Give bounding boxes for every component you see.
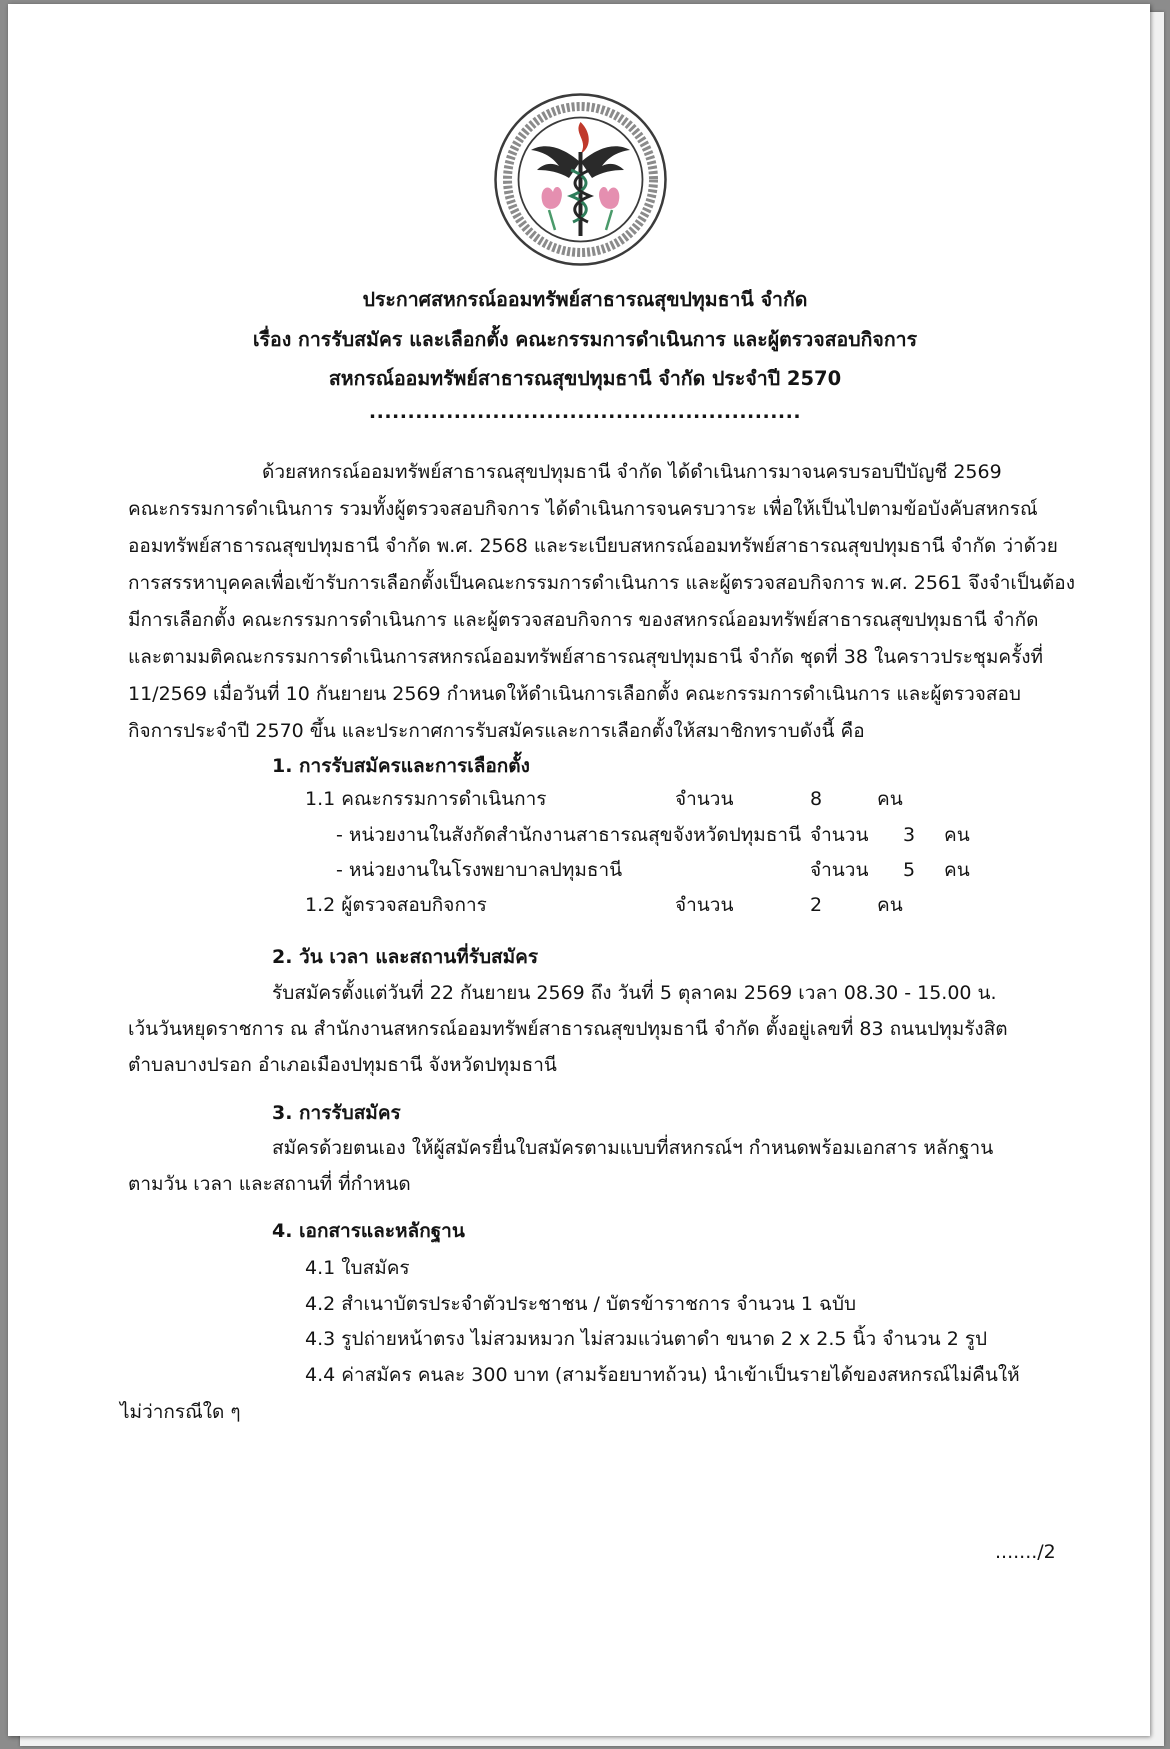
document-item: 4.2 สำเนาบัตรประจำตัวประชาชน / บัตรข้าราชการ จำนวน 1 ฉบับ: [305, 1293, 857, 1315]
intro-line: กิจการประจำปี 2570 ขึ้น และประกาศการรับสมัครและการเลือกตั้งให้สมาชิกทราบดังนี้ คือ: [128, 720, 865, 742]
intro-line: การสรรหาบุคคลเพื่อเข้ารับการเลือกตั้งเป็นคณะกรรมการดำเนินการ และผู้ตรวจสอบกิจการ พ.ศ. 2561 จึงจำเป็นต้อง: [128, 572, 1075, 594]
intro-line: ออมทรัพย์สาธารณสุขปทุมธานี จำกัด พ.ศ. 2568 และระเบียบสหกรณ์ออมทรัพย์สาธารณสุขปทุมธานี จำกัด ว่าด้วย: [128, 535, 1058, 557]
row-count: 2: [810, 894, 823, 916]
row-label: - หน่วยงานในสังกัดสำนักงานสาธารณสุขจังหวัดปทุมธานี: [336, 824, 802, 846]
row-suffix: คน: [877, 788, 903, 810]
section-heading: 2. วัน เวลา และสถานที่รับสมัคร: [272, 946, 539, 968]
section-line: เว้นวันหยุดราชการ ณ สำนักงานสหกรณ์ออมทรัพย์สาธารณสุขปทุมธานี จำกัด ตั้งอยู่เลขที่ 83 ถนนปทุมรังสิต: [128, 1018, 1008, 1040]
section-line: ตามวัน เวลา และสถานที่ ที่กำหนด: [128, 1173, 411, 1195]
row-unit: จำนวน: [810, 859, 869, 881]
document-item-continued: ไม่ว่ากรณีใด ๆ: [120, 1401, 241, 1423]
document-title: ประกาศสหกรณ์ออมทรัพย์สาธารณสุขปทุมธานี จำกัด: [362, 288, 808, 311]
title-separator: ........................................................: [368, 401, 802, 423]
row-unit: จำนวน: [675, 788, 734, 810]
section-line: รับสมัครตั้งแต่วันที่ 22 กันยายน 2569 ถึง วันที่ 5 ตุลาคม 2569 เวลา 08.30 - 15.00 น.: [272, 982, 997, 1004]
row-suffix: คน: [944, 824, 970, 846]
row-label: 1.2 ผู้ตรวจสอบกิจการ: [305, 894, 487, 916]
row-unit: จำนวน: [810, 824, 869, 846]
section-heading: 4. เอกสารและหลักฐาน: [272, 1220, 465, 1242]
intro-line: และตามมติคณะกรรมการดำเนินการสหกรณ์ออมทรัพย์สาธารณสุขปทุมธานี จำกัด ชุดที่ 38 ในคราวประชุมครั้งที่: [128, 646, 1044, 668]
intro-line: ด้วยสหกรณ์ออมทรัพย์สาธารณสุขปทุมธานี จำกัด ได้ดำเนินการมาจนครบรอบปีบัญชี 2569: [262, 461, 1002, 483]
intro-line: 11/2569 เมื่อวันที่ 10 กันยายน 2569 กำหนดให้ดำเนินการเลือกตั้ง คณะกรรมการดำเนินการ และผู้ตรวจสอบ: [128, 683, 1021, 705]
document-subject: เรื่อง การรับสมัคร และเลือกตั้ง คณะกรรมการดำเนินการ และผู้ตรวจสอบกิจการ: [252, 328, 918, 351]
intro-line: มีการเลือกตั้ง คณะกรรมการดำเนินการ และผู้ตรวจสอบกิจการ ของสหกรณ์ออมทรัพย์สาธารณสุขปทุมธานี จำกัด: [128, 609, 1039, 631]
row-count: 5: [903, 859, 916, 881]
cooperative-seal-icon: [493, 92, 668, 267]
row-suffix: คน: [944, 859, 970, 881]
row-count: 8: [810, 788, 823, 810]
row-suffix: คน: [877, 894, 903, 916]
page-marker: ......./2: [995, 1541, 1056, 1563]
intro-line: คณะกรรมการดำเนินการ รวมทั้งผู้ตรวจสอบกิจการ ได้ดำเนินการจนครบวาระ เพื่อให้เป็นไปตามข้อบังคับสหกรณ์: [128, 498, 1038, 520]
document-item: 4.1 ใบสมัคร: [305, 1257, 410, 1279]
section-heading: 1. การรับสมัครและการเลือกตั้ง: [272, 755, 530, 777]
row-label: - หน่วยงานในโรงพยาบาลปทุมธานี: [336, 859, 623, 881]
row-label: 1.1 คณะกรรมการดำเนินการ: [305, 788, 547, 810]
document-item: 4.3 รูปถ่ายหน้าตรง ไม่สวมหมวก ไม่สวมแว่นตาดำ ขนาด 2 x 2.5 นิ้ว จำนวน 2 รูป: [305, 1328, 988, 1350]
section-line: ตำบลบางปรอก อำเภอเมืองปทุมธานี จังหวัดปทุมธานี: [128, 1054, 557, 1076]
section-line: สมัครด้วยตนเอง ให้ผู้สมัครยื่นใบสมัครตามแบบที่สหกรณ์ฯ กำหนดพร้อมเอกสาร หลักฐาน: [272, 1137, 994, 1159]
row-unit: จำนวน: [675, 894, 734, 916]
row-count: 3: [903, 824, 916, 846]
document-subtitle: สหกรณ์ออมทรัพย์สาธารณสุขปทุมธานี จำกัด ประจำปี 2570: [328, 367, 842, 390]
section-heading: 3. การรับสมัคร: [272, 1102, 401, 1124]
document-item: 4.4 ค่าสมัคร คนละ 300 บาท (สามร้อยบาทถ้วน) นำเข้าเป็นรายได้ของสหกรณ์ไม่คืนให้: [305, 1364, 1020, 1386]
